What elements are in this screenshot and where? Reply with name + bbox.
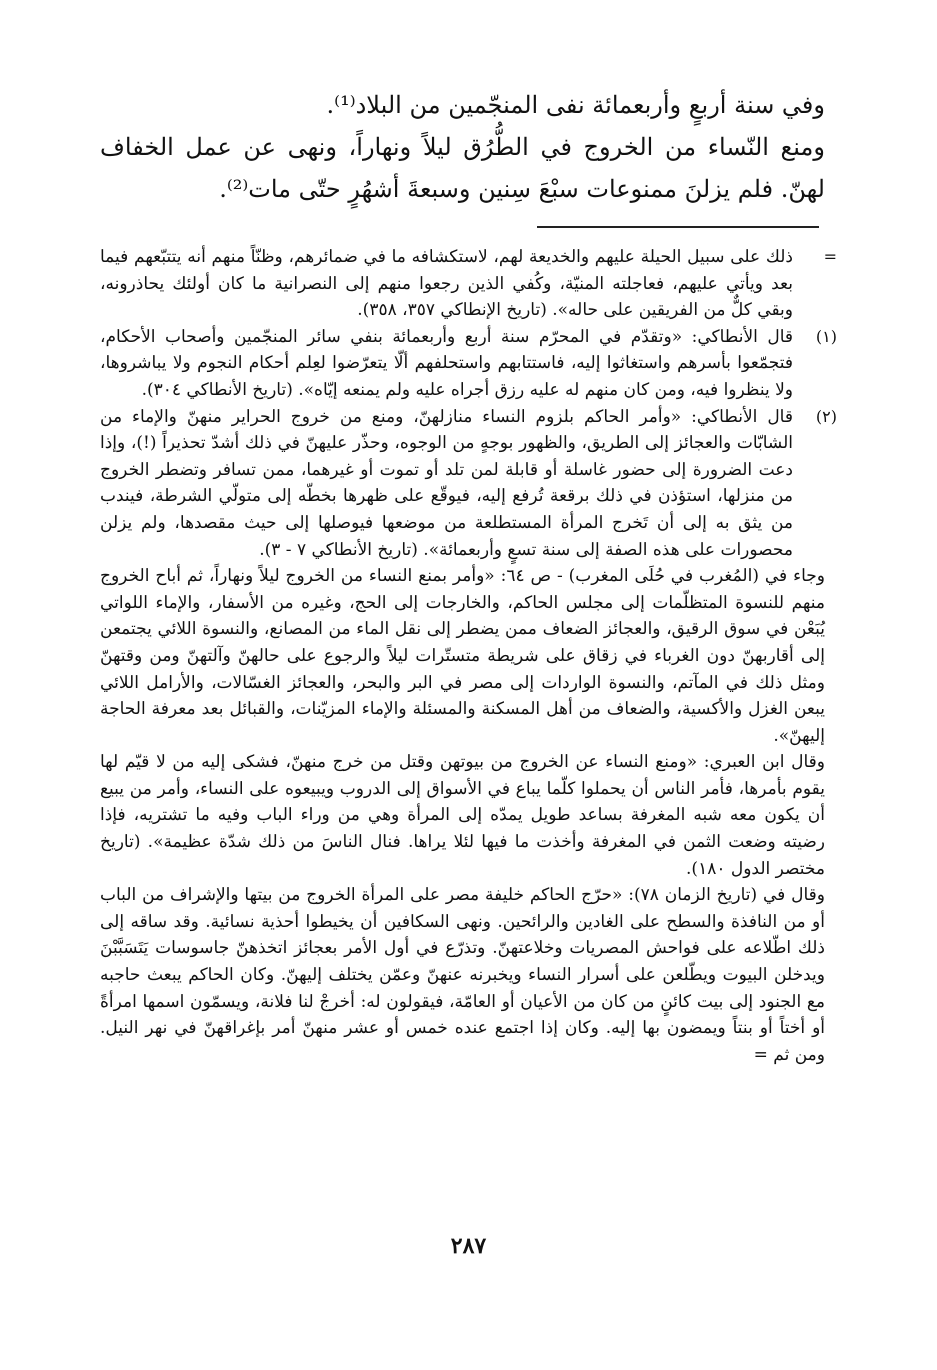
footnote-2-tarikh-alzaman [100, 882, 825, 1068]
footnote-text: وقال ابن العبري: «ومنع النساء عن الخروج من بيوتهن وقتل من خرج منهنّ، فشكى إليه من لا قيّم لها يقوم بأمرها، فأمر الناس أن يحملوا كلّما يباع في الأسواق إلى الدروب ويبيعوه على النساء، وأمر من يبيع أن يكون معه شبه المغرفة بساعد طويل يمدّه إلى المرأة وهي من وراء الباب وفيه ما تشتريه، فإذا رضيته وضعت الثمن في المغرفة وأخذت ما فيها لئلا يراها. فنال الناسَ من ذلك شدّة عظيمة». (تاريخ مختصر الدول ١٨٠). [100, 752, 825, 879]
footnote-separator [537, 226, 819, 228]
main-paragraph: وفي سنة أربعٍ وأربعمائة نفى المنجّمين من البلاد⁽¹⁾. [326, 91, 825, 119]
footnote-text: قال الأنطاكي: «وتقدّم في المحرّم سنة أربع وأربعمائة بنفي سائر المنجّمين وأصحاب الأحكام، فتجمّعوا بأسرهم واستغاثوا إليه، فاستتابهم واستحلفهم ألّا يتعرّضوا لعِلم أحكام النجوم ولا يباشروها، ولا ينظروا فيه، ومن كان منهم له عليه رزق أجراه عليه ولم يمنعه إيّاه». (تاريخ الأنطاكي ٣٠٤). [100, 326, 793, 400]
footnote-marker: = [823, 247, 837, 266]
main-paragraph: ومنع النّساء من الخروج في الطُّرُق ليلاً ونهاراً، ونهى عن عمل الخفاف لهنّ. فلم يزلنَ ممنوعات سبْعَ سِنين وسبعةَ أشهُرٍ حتّى مات⁽²⁾. [100, 133, 825, 203]
footnote-text: ذلك على سبيل الحيلة عليهم والخديعة لهم، لاستكشافه ما في ضمائرهم، وظنّاً منهم أنه يتتبّعهم فيما بعد ويأتي عليهم، فعاجلته المنيّة، وكُفي الذين رجعوا منهم إلى النصرانية ما كان أولئك يحاذرونه، وبقي كلٌّ من الفريقين على حاله». (تاريخ الإنطاكي ٣٥٧، ٣٥٨). [100, 247, 793, 321]
footnotes [100, 244, 837, 1068]
footnote-marker: (١) [815, 326, 837, 346]
footnote-marker: (٢) [815, 406, 837, 426]
footnote-text: قال الأنطاكي: «وأمر الحاكم بلزوم النساء منازلهنّ، ومنع من خروج الحراير منهنّ والإماء من الشابّات والعجائز إلى الطريق، والظهور بوجهٍ من الوجوه، وحذّر عليهنّ في ذلك أشدّ تحذيراً (!)، وإذا دعت الضرورة إلى حضور غاسلة أو قابلة لمن تلد أو تموت أو غيرهما، ممن تسافر وتضطر الخروج من منزلها، استؤذن في ذلك برقعة تُرفع إليه، فيوقّع على ظهرها بخطّه إلى متولّي الشرطة، فيندب من يثق به إلى أن تَخرج المرأة المستطلعة من موضعها فيوصلها إلى حيث مقصدها، ولم يزلن محصورات على هذه الصفة إلى سنة تسعٍ وأربعمائة». (تاريخ الأنطاكي ٧ - ٣). [100, 406, 793, 560]
footnote-continuation [100, 244, 837, 324]
page-number: ٢٨٧ [450, 1233, 487, 1259]
footnote-2-maghrib [100, 563, 825, 749]
footnote-2 [100, 404, 837, 564]
footnote-2-ibn-alibri [100, 749, 825, 882]
footnote-text: وقال في (تاريخ الزمان ٧٨): «حرّج الحاكم خليفة مصر على المرأة الخروج من بيتها والإشراف من الباب أو من النافذة والسطح على الغادين والرائحين. ونهى السكافين أن يخيطوا أحذية نسائية. وقد ساقه إلى ذلك اطّلاعه على فواحش المصريات وخلاعتهنّ. وتذرّع في أول الأمر بعجائز اتخذهنّ جاسوسات يَتَسَبَّبْنَ ويدخلن البيوت ويطّلعن على أسرار النساء ويخبرنه عنهنّ وعمّن يختلف إليهنّ. وكان الحاكم يبعث حاجبه مع الجنود إلى بيت كائنٍ من كان من الأعيان أو العامّة، فيقولون له: أخرجْ لنا فلانة، ويسمّون اسمها امرأةً أو أختاً أو بنتاً ويمضون بها إليه. وكان إذا اجتمع عنده خمس أو عشر منهنّ أمر بإغراقهنّ في نهر النيل. ومن ثم = [100, 885, 825, 1065]
footnote-1 [100, 324, 837, 404]
main-text [100, 84, 825, 210]
footnote-text: وجاء في (المُغرب في حُلَى المغرب) - ص ٦٤: «وأمر بمنع النساء من الخروج ليلاً ونهاراً، ثم أباح الخروج منهم للنسوة المتظلّمات إلى مجلس الحاكم، والخارجات إلى الحج، وغيره من الأسفار، والإماء اللواتي يُبَعْن في سوق الرقيق، والعجائز الضعاف ممن يضطر إلى نقل الماء من المصانع، والنسوة اللائي يجتمعن إلى أقاربهنّ دون الغرباء في زقاق على شريطة متستّرات ليلاً والرجوع على حالهنّ وآلتهنّ ومن وقتهنّ ومثل ذلك في المآتم، والنسوة الواردات إلى مصر في البر والبحر، والعجائز الغسّالات، والأرامل اللائي يبعن الغزل والأكسية، والضعاف من أهل المسكنة والمسئلة والإماء المزيّنات، والقبائل بعد معرفة الحاجة إليهنّ». [100, 566, 826, 746]
